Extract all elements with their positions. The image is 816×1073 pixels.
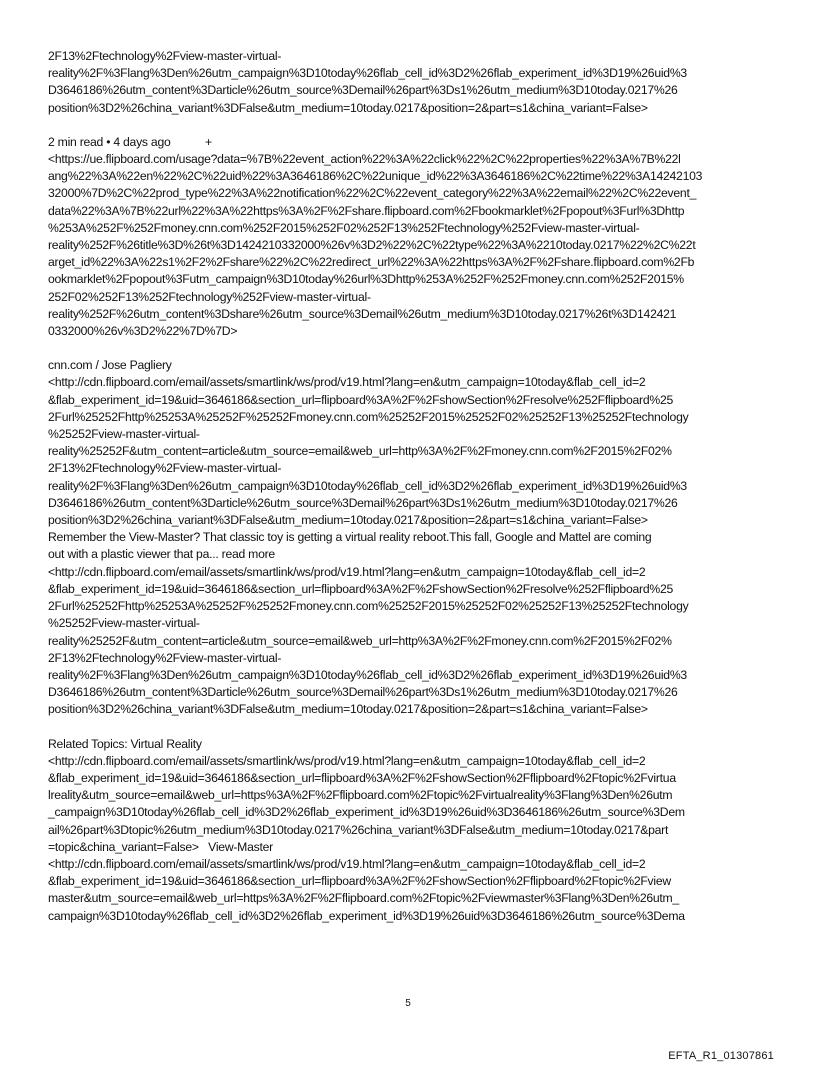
text-line: Related Topics: Virtual Reality — [48, 736, 202, 751]
text-line: ookmarklet%2Fpopout%3Futm_campaign%3D10today%26url%3Dhttp%253A%252F%252Fmoney.cnn.com%252F2015% — [48, 272, 684, 287]
text-line: reality%252F%26utm_content%3Dshare%26utm_source%3Demail%26utm_medium%3D10today.0217%26t%3D142421 — [48, 306, 677, 321]
paragraph-gap — [48, 719, 772, 736]
page-number: 5 — [405, 998, 411, 1009]
text-line: =topic&china_variant=False> View-Master — [48, 839, 273, 854]
url-tail-block — [48, 48, 772, 117]
document-id: EFTA_R1_01307861 — [668, 1050, 774, 1062]
text-line: &flab_experiment_id=19&uid=3646186&section_url=flipboard%3A%2F%2FshowSection%2Fresolve%252Fflipboard%25 — [48, 392, 673, 407]
text-line: <http://cdn.flipboard.com/email/assets/smartlink/ws/prod/v19.html?lang=en&utm_campaign=10today&flab_cell_id=2 — [48, 753, 646, 768]
text-line: D3646186%26utm_content%3Darticle%26utm_source%3Demail%26part%3Ds1%26utm_medium%3D10today.0217%26 — [48, 685, 678, 700]
text-line: <https://ue.flipboard.com/usage?data=%7B%22event_action%22%3A%22click%22%2C%22properties%22%3A%7B%22l — [48, 152, 681, 167]
text-line: D3646186%26utm_content%3Darticle%26utm_source%3Demail%26part%3Ds1%26utm_medium%3D10today.0217%26 — [48, 495, 678, 510]
text-line: 2Furl%25252Fhttp%25253A%25252F%25252Fmoney.cnn.com%25252F2015%25252F02%25252F13%25252Ftechnology — [48, 599, 689, 614]
text-line: reality%252F%26title%3D%26t%3D1424210332000%26v%3D2%22%2C%22type%22%3A%2210today.0217%22%2C%22t — [48, 238, 696, 253]
text-line: &flab_experiment_id=19&uid=3646186&section_url=flipboard%3A%2F%2FshowSection%2Fflipboard%2Ftopic%2Fview — [48, 874, 671, 889]
text-line: arget_id%22%3A%22s1%2F2%2Fshare%22%2C%22redirect_url%22%3A%22https%3A%2F%2Fshare.flipboard.com%2Fb — [48, 255, 695, 270]
text-line: %25252Fview-master-virtual- — [48, 616, 200, 631]
text-line: master&utm_source=email&web_url=https%3A%2F%2Fflipboard.com%2Ftopic%2Fviewmaster%3Flang%3Den%26utm_ — [48, 891, 679, 906]
text-line: _campaign%3D10today%26flab_cell_id%3D2%26flab_experiment_id%3D19%26uid%3D3646186%26utm_source%3Dem — [48, 805, 685, 820]
share-meta-block — [48, 134, 772, 340]
text-line: campaign%3D10today%26flab_cell_id%3D2%26flab_experiment_id%3D19%26uid%3D3646186%26utm_source%3Dema — [48, 908, 685, 923]
text-line: 252F02%252F13%252Ftechnology%252Fview-master-virtual- — [48, 289, 371, 304]
text-line: reality%25252F&utm_content=article&utm_source=email&web_url=http%3A%2F%2Fmoney.cnn.com%2F2015%2F02% — [48, 633, 672, 648]
paragraph-gap — [48, 117, 772, 134]
text-line: 32000%7D%2C%22prod_type%22%3A%22notification%22%2C%22event_category%22%3A%22email%22%2C%22event_ — [48, 186, 697, 201]
text-line: 2F13%2Ftechnology%2Fview-master-virtual- — [48, 461, 282, 476]
text-line: reality%2F%3Flang%3Den%26utm_campaign%3D10today%26flab_cell_id%3D2%26flab_experiment_id%3D19%26uid%3 — [48, 667, 687, 682]
text-line: position%3D2%26china_variant%3DFalse&utm_medium=10today.0217&position=2&part=s1&china_variant=False> — [48, 100, 648, 115]
text-line: data%22%3A%7B%22url%22%3A%22https%3A%2F%2Fshare.flipboard.com%2Fbookmarklet%2Fpopout%3Furl%3Dhttp — [48, 203, 685, 218]
text-line: lreality&utm_source=email&web_url=https%3A%2F%2Fflipboard.com%2Ftopic%2Fvirtualreality%3Flang%3Den%26utm — [48, 788, 673, 803]
text-line: D3646186%26utm_content%3Darticle%26utm_source%3Demail%26part%3Ds1%26utm_medium%3D10today.0217%26 — [48, 83, 678, 98]
text-line: position%3D2%26china_variant%3DFalse&utm_medium=10today.0217&position=2&part=s1&china_variant=False> — [48, 513, 648, 528]
text-line: Remember the View-Master? That classic toy is getting a virtual reality reboot.This fall, Google and Mattel are coming — [48, 530, 652, 545]
text-line: reality%25252F&utm_content=article&utm_source=email&web_url=http%3A%2F%2Fmoney.cnn.com%2F2015%2F02% — [48, 444, 672, 459]
article-source-block — [48, 357, 772, 718]
text-line: ail%26part%3Dtopic%26utm_medium%3D10today.0217%26china_variant%3DFalse&utm_medium=10today.0217&part — [48, 822, 669, 837]
text-line: ang%22%3A%22en%22%2C%22uid%22%3A3646186%2C%22unique_id%22%3A3646186%2C%22time%22%3A14242103 — [48, 169, 703, 184]
text-line: cnn.com / Jose Pagliery — [48, 358, 172, 373]
text-line: out with a plastic viewer that pa... read more — [48, 547, 275, 562]
paragraph-gap — [48, 340, 772, 357]
text-line: %253A%252F%252Fmoney.cnn.com%252F2015%252F02%252F13%252Ftechnology%252Fview-master-virtual- — [48, 220, 640, 235]
text-line: &flab_experiment_id=19&uid=3646186&section_url=flipboard%3A%2F%2FshowSection%2Fflipboard%2Ftopic%2Fvirtua — [48, 770, 676, 785]
text-line: reality%2F%3Flang%3Den%26utm_campaign%3D10today%26flab_cell_id%3D2%26flab_experiment_id%3D19%26uid%3 — [48, 478, 687, 493]
text-line: reality%2F%3Flang%3Den%26utm_campaign%3D10today%26flab_cell_id%3D2%26flab_experiment_id%3D19%26uid%3 — [48, 66, 687, 81]
text-line: 0332000%26v%3D2%22%7D%7D> — [48, 324, 238, 339]
related-topics-block — [48, 736, 772, 925]
text-line: 2Furl%25252Fhttp%25253A%25252F%25252Fmoney.cnn.com%25252F2015%25252F02%25252F13%25252Ftechnology — [48, 409, 689, 424]
document-body — [48, 48, 772, 925]
text-line: 2 min read • 4 days ago + — [48, 134, 212, 149]
text-line: <http://cdn.flipboard.com/email/assets/smartlink/ws/prod/v19.html?lang=en&utm_campaign=10today&flab_cell_id=2 — [48, 375, 646, 390]
text-line: %25252Fview-master-virtual- — [48, 427, 200, 442]
text-line: &flab_experiment_id=19&uid=3646186&section_url=flipboard%3A%2F%2FshowSection%2Fresolve%252Fflipboard%25 — [48, 581, 673, 596]
text-line: <http://cdn.flipboard.com/email/assets/smartlink/ws/prod/v19.html?lang=en&utm_campaign=10today&flab_cell_id=2 — [48, 856, 646, 871]
text-line: 2F13%2Ftechnology%2Fview-master-virtual- — [48, 49, 282, 63]
text-line: <http://cdn.flipboard.com/email/assets/smartlink/ws/prod/v19.html?lang=en&utm_campaign=10today&flab_cell_id=2 — [48, 564, 646, 579]
text-line: 2F13%2Ftechnology%2Fview-master-virtual- — [48, 650, 282, 665]
text-line: position%3D2%26china_variant%3DFalse&utm_medium=10today.0217&position=2&part=s1&china_variant=False> — [48, 702, 648, 717]
